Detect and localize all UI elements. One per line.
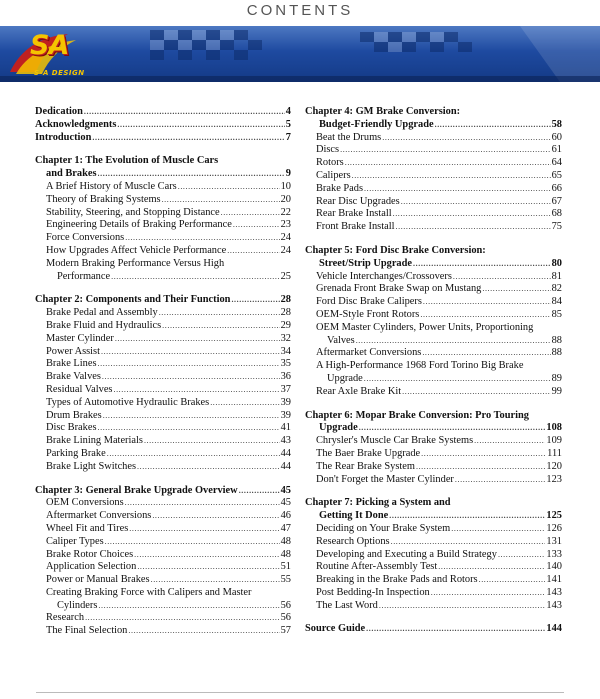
entry-title: Brake Pads bbox=[316, 182, 364, 194]
toc-entry[interactable] bbox=[35, 333, 291, 346]
entry-page: 99 bbox=[551, 385, 562, 397]
entry-page: 39 bbox=[280, 409, 291, 421]
entry-page: 143 bbox=[546, 599, 562, 611]
entry-title: Rear Disc Upgrades bbox=[316, 195, 400, 207]
footer-divider bbox=[36, 692, 564, 693]
entry-title: Developing and Executing a Build Strategy bbox=[316, 548, 497, 560]
entry-title: Brake Lines bbox=[46, 358, 97, 370]
entry-title: Aftermarket Conversions bbox=[316, 347, 422, 359]
toc-entry[interactable] bbox=[35, 245, 291, 258]
toc-entry[interactable] bbox=[305, 600, 562, 613]
page-title: CONTENTS bbox=[246, 2, 354, 19]
entry-page: 45 bbox=[280, 484, 291, 496]
entry-title: Aftermarket Conversions bbox=[46, 510, 152, 522]
entry-page: 36 bbox=[280, 371, 291, 383]
entry-title: Street/Strip Upgrade bbox=[319, 257, 413, 269]
entry-title: A Brief History of Muscle Cars bbox=[46, 180, 177, 192]
toc-entry[interactable] bbox=[305, 296, 562, 309]
entry-title: Disc Brakes bbox=[46, 422, 97, 434]
toc-entry[interactable] bbox=[35, 106, 291, 119]
entry-page: 39 bbox=[280, 396, 291, 408]
entry-page: 60 bbox=[551, 131, 562, 143]
toc-entry[interactable] bbox=[35, 523, 291, 536]
toc-entry[interactable] bbox=[305, 474, 562, 487]
entry-title: Grenada Front Brake Swap on Mustang bbox=[316, 283, 482, 295]
entry-title: Valves bbox=[327, 334, 355, 346]
toc-entry-wrapped[interactable]: A High-Performance 1968 Ford Torino Big Brake bbox=[316, 360, 524, 372]
entry-page: 4 bbox=[285, 106, 291, 117]
entry-page: 7 bbox=[285, 131, 291, 143]
entry-title: OEM-Style Front Rotors bbox=[316, 308, 420, 320]
entry-title: Stability, Steering, and Stopping Distance bbox=[46, 206, 220, 218]
entry-page: 28 bbox=[280, 294, 291, 306]
entry-page: 88 bbox=[551, 347, 562, 359]
toc-entry[interactable] bbox=[305, 461, 562, 474]
entry-page: 125 bbox=[546, 510, 562, 522]
toc-entry-cont[interactable] bbox=[35, 271, 291, 284]
checkered-flag-graphic bbox=[0, 26, 600, 82]
entry-page: 55 bbox=[280, 574, 291, 586]
entry-page: 45 bbox=[280, 497, 291, 509]
entry-title: Source Guide bbox=[305, 623, 366, 635]
toc-entry[interactable] bbox=[35, 194, 291, 207]
toc-right-column bbox=[305, 106, 562, 636]
toc-entry[interactable] bbox=[35, 132, 291, 145]
entry-page: 44 bbox=[280, 460, 291, 472]
entry-title: and Brakes bbox=[46, 168, 97, 180]
chapter-heading-cont[interactable] bbox=[305, 119, 562, 132]
entry-page: 48 bbox=[280, 535, 291, 547]
entry-page: 64 bbox=[551, 157, 562, 169]
entry-page: 58 bbox=[551, 118, 562, 130]
toc-entry[interactable] bbox=[305, 221, 562, 234]
toc-entry[interactable] bbox=[305, 386, 562, 399]
entry-title: Budget-Friendly Upgrade bbox=[319, 118, 434, 130]
entry-title: Residual Valves bbox=[46, 383, 113, 395]
toc-entry[interactable] bbox=[35, 207, 291, 220]
toc-entry[interactable] bbox=[35, 410, 291, 423]
entry-title: Chapter 3: General Brake Upgrade Overview bbox=[35, 484, 238, 496]
entry-page: 32 bbox=[280, 332, 291, 344]
entry-title: Engineering Details of Braking Performance bbox=[46, 219, 232, 231]
toc-entry[interactable] bbox=[35, 497, 291, 510]
toc-entry[interactable] bbox=[35, 346, 291, 359]
toc-entry[interactable] bbox=[305, 271, 562, 284]
entry-page: 67 bbox=[551, 195, 562, 207]
toc-entry[interactable] bbox=[35, 181, 291, 194]
toc-entry[interactable] bbox=[35, 397, 291, 410]
entry-title: Chapter 2: Components and Their Function bbox=[35, 294, 231, 306]
logo-subtitle: S-A DESIGN bbox=[34, 69, 85, 77]
toc-entry[interactable] bbox=[35, 358, 291, 371]
entry-page: 29 bbox=[280, 319, 291, 331]
entry-title: Wheel Fit and Tires bbox=[46, 522, 129, 534]
toc-entry[interactable] bbox=[35, 510, 291, 523]
entry-title: Ford Disc Brake Calipers bbox=[316, 296, 422, 308]
entry-page: 56 bbox=[280, 612, 291, 624]
entry-page: 89 bbox=[551, 372, 562, 384]
entry-title: Research bbox=[46, 612, 85, 624]
entry-title: Parking Brake bbox=[46, 447, 106, 459]
toc-entry[interactable] bbox=[305, 561, 562, 574]
entry-page: 108 bbox=[546, 422, 562, 434]
toc-entry[interactable] bbox=[305, 448, 562, 461]
entry-page: 68 bbox=[551, 208, 562, 220]
entry-title: The Last Word bbox=[316, 599, 378, 611]
toc-entry[interactable] bbox=[35, 219, 291, 232]
entry-page: 56 bbox=[280, 599, 291, 611]
entry-page: 120 bbox=[546, 460, 562, 472]
entry-title: Brake Valves bbox=[46, 371, 101, 383]
toc-entry[interactable] bbox=[305, 183, 562, 196]
entry-page: 80 bbox=[551, 257, 562, 269]
chapter-heading-cont[interactable] bbox=[305, 510, 562, 523]
entry-title: Types of Automotive Hydraulic Brakes bbox=[46, 396, 210, 408]
entry-title: Research Options bbox=[316, 535, 390, 547]
toc-entry[interactable] bbox=[35, 625, 291, 638]
entry-page: 22 bbox=[280, 206, 291, 218]
chapter-heading-cont[interactable] bbox=[305, 422, 562, 435]
toc-entry[interactable] bbox=[305, 309, 562, 322]
entry-page: 65 bbox=[551, 169, 562, 181]
entry-page: 57 bbox=[280, 625, 291, 637]
toc-entry-wrapped[interactable]: Modern Braking Performance Versus High bbox=[46, 257, 225, 269]
entry-page: 111 bbox=[547, 447, 562, 459]
chapter-heading[interactable]: Chapter 1: The Evolution of Muscle Cars bbox=[35, 155, 219, 167]
toc-entry[interactable] bbox=[35, 574, 291, 587]
entry-title: Upgrade bbox=[327, 372, 363, 384]
entry-title: Power or Manual Brakes bbox=[46, 574, 150, 586]
toc-entry[interactable] bbox=[35, 536, 291, 549]
entry-title: Upgrade bbox=[319, 422, 358, 434]
entry-page: 48 bbox=[280, 548, 291, 560]
entry-page: 35 bbox=[280, 358, 291, 370]
entry-title: Rotors bbox=[316, 157, 344, 169]
chapter-heading[interactable] bbox=[35, 485, 291, 498]
entry-title: Performance bbox=[57, 270, 111, 282]
entry-title: Brake Lining Materials bbox=[46, 435, 143, 447]
entry-page: 10 bbox=[280, 180, 291, 192]
entry-page: 88 bbox=[551, 334, 562, 346]
entry-title: Post Bedding-In Inspection bbox=[316, 586, 430, 598]
entry-page: 143 bbox=[546, 586, 562, 598]
entry-page: 109 bbox=[546, 435, 562, 447]
entry-title: Theory of Braking Systems bbox=[46, 193, 161, 205]
toc-entry[interactable] bbox=[35, 549, 291, 562]
toc-entry[interactable] bbox=[305, 549, 562, 562]
entry-page: 61 bbox=[551, 144, 562, 156]
entry-page: 75 bbox=[551, 221, 562, 233]
entry-title: Deciding on Your Brake System bbox=[316, 522, 451, 534]
toc-entry[interactable] bbox=[35, 422, 291, 435]
toc-entry[interactable] bbox=[305, 587, 562, 600]
toc-entry[interactable] bbox=[35, 561, 291, 574]
entry-title: Brake Light Switches bbox=[46, 460, 137, 472]
sa-design-logo bbox=[6, 28, 86, 82]
toc-entry[interactable] bbox=[305, 347, 562, 360]
entry-page: 131 bbox=[546, 535, 562, 547]
toc-entry[interactable] bbox=[35, 461, 291, 474]
toc-entry[interactable] bbox=[35, 320, 291, 333]
entry-title: The Rear Brake System bbox=[316, 460, 415, 472]
entry-page: 41 bbox=[280, 422, 291, 434]
entry-page: 123 bbox=[546, 473, 562, 485]
toc-entry[interactable] bbox=[35, 119, 291, 132]
entry-page: 5 bbox=[285, 118, 291, 130]
toc-entry[interactable] bbox=[305, 283, 562, 296]
toc-entry[interactable] bbox=[305, 170, 562, 183]
entry-title: Breaking in the Brake Pads and Rotors bbox=[316, 574, 478, 586]
entry-title: Application Selection bbox=[46, 561, 137, 573]
entry-page: 82 bbox=[551, 283, 562, 295]
entry-page: 25 bbox=[280, 270, 291, 282]
entry-title: Caliper Types bbox=[46, 535, 104, 547]
entry-page: 44 bbox=[280, 447, 291, 459]
entry-title: Brake Pedal and Assembly bbox=[46, 307, 158, 319]
entry-title: Calipers bbox=[316, 169, 351, 181]
entry-page: 81 bbox=[551, 270, 562, 282]
entry-title: Power Assist bbox=[46, 345, 100, 357]
toc-entry[interactable] bbox=[305, 132, 562, 145]
entry-page: 51 bbox=[280, 561, 291, 573]
entry-page: 141 bbox=[546, 574, 562, 586]
entry-page: 126 bbox=[546, 522, 562, 534]
toc-entry-wrapped[interactable]: Creating Braking Force with Calipers and Master bbox=[46, 586, 252, 598]
entry-title: How Upgrades Affect Vehicle Performance bbox=[46, 244, 227, 256]
entry-title: Beat the Drums bbox=[316, 131, 382, 143]
entry-page: 46 bbox=[280, 510, 291, 522]
toc-entry[interactable] bbox=[305, 157, 562, 170]
entry-page: 144 bbox=[546, 623, 562, 635]
entry-title: Drum Brakes bbox=[46, 409, 102, 421]
toc-entry-cont[interactable] bbox=[305, 373, 562, 386]
toc-entry[interactable] bbox=[35, 371, 291, 384]
entry-page: 47 bbox=[280, 522, 291, 534]
entry-page: 133 bbox=[546, 548, 562, 560]
entry-title: The Baer Brake Upgrade bbox=[316, 447, 421, 459]
toc-left-column bbox=[35, 106, 291, 638]
entry-page: 66 bbox=[551, 182, 562, 194]
chapter-heading[interactable]: Chapter 7: Picking a System and bbox=[305, 497, 451, 509]
toc-entry[interactable] bbox=[305, 574, 562, 587]
toc-entry[interactable] bbox=[35, 307, 291, 320]
chapter-heading[interactable]: Chapter 5: Ford Disc Brake Conversion: bbox=[305, 244, 486, 256]
entry-page: 84 bbox=[551, 296, 562, 308]
entry-title: Dedication bbox=[35, 106, 83, 117]
entry-title: Discs bbox=[316, 144, 340, 156]
toc-entry-wrapped[interactable]: OEM Master Cylinders, Power Units, Proportioning bbox=[316, 321, 534, 333]
entry-title: Brake Rotor Choices bbox=[46, 548, 134, 560]
entry-title: Routine After-Assembly Test bbox=[316, 561, 438, 573]
chapter-heading[interactable] bbox=[35, 294, 291, 307]
entry-title: Vehicle Interchanges/Crossovers bbox=[316, 270, 452, 282]
entry-title: Master Cylinder bbox=[46, 332, 114, 344]
entry-title: Rear Brake Install bbox=[316, 208, 392, 220]
toc-entry[interactable] bbox=[35, 232, 291, 245]
toc-entry[interactable] bbox=[35, 384, 291, 397]
toc-entry[interactable] bbox=[35, 612, 291, 625]
chapter-heading[interactable]: Chapter 6: Mopar Brake Conversion: Pro Touring bbox=[305, 409, 529, 421]
entry-title: Brake Fluid and Hydraulics bbox=[46, 319, 162, 331]
chapter-heading[interactable] bbox=[305, 623, 562, 636]
entry-page: 9 bbox=[285, 168, 291, 180]
toc-entry[interactable] bbox=[305, 523, 562, 536]
entry-page: 43 bbox=[280, 435, 291, 447]
toc-entry[interactable] bbox=[305, 144, 562, 157]
entry-title: Don't Forget the Master Cylinder bbox=[316, 473, 454, 485]
entry-page: 34 bbox=[280, 345, 291, 357]
entry-title: The Final Selection bbox=[46, 625, 128, 637]
entry-title: Introduction bbox=[35, 131, 92, 143]
toc-entry[interactable] bbox=[35, 435, 291, 448]
entry-title: Force Conversions bbox=[46, 232, 125, 244]
toc-entry[interactable] bbox=[305, 196, 562, 209]
entry-title: Cylinders bbox=[57, 599, 98, 611]
entry-page: 24 bbox=[280, 244, 291, 256]
toc-entry-cont[interactable] bbox=[35, 600, 291, 613]
entry-page: 140 bbox=[546, 561, 562, 573]
entry-page: 85 bbox=[551, 308, 562, 320]
entry-page: 23 bbox=[280, 219, 291, 231]
entry-title: Rear Axle Brake Kit bbox=[316, 385, 402, 397]
toc-entry[interactable] bbox=[305, 435, 562, 448]
entry-page: 20 bbox=[280, 193, 291, 205]
entry-page: 28 bbox=[280, 307, 291, 319]
toc-entry[interactable] bbox=[305, 208, 562, 221]
entry-page: 24 bbox=[280, 232, 291, 244]
header-banner bbox=[0, 26, 600, 82]
entry-title: OEM Conversions bbox=[46, 497, 124, 509]
chapter-heading-cont[interactable] bbox=[35, 168, 291, 181]
entry-title: Getting It Done bbox=[319, 510, 389, 522]
logo-mark: SA bbox=[30, 30, 69, 61]
entry-title: Acknowledgments bbox=[35, 118, 117, 130]
chapter-heading[interactable]: Chapter 4: GM Brake Conversion: bbox=[305, 106, 461, 117]
entry-page: 37 bbox=[280, 383, 291, 395]
toc-entry[interactable] bbox=[305, 536, 562, 549]
entry-title: Chrysler's Muscle Car Brake Systems bbox=[316, 435, 474, 447]
toc-entry-cont[interactable] bbox=[305, 335, 562, 348]
chapter-heading-cont[interactable] bbox=[305, 258, 562, 271]
entry-title: Front Brake Install bbox=[316, 221, 395, 233]
toc-entry[interactable] bbox=[35, 448, 291, 461]
